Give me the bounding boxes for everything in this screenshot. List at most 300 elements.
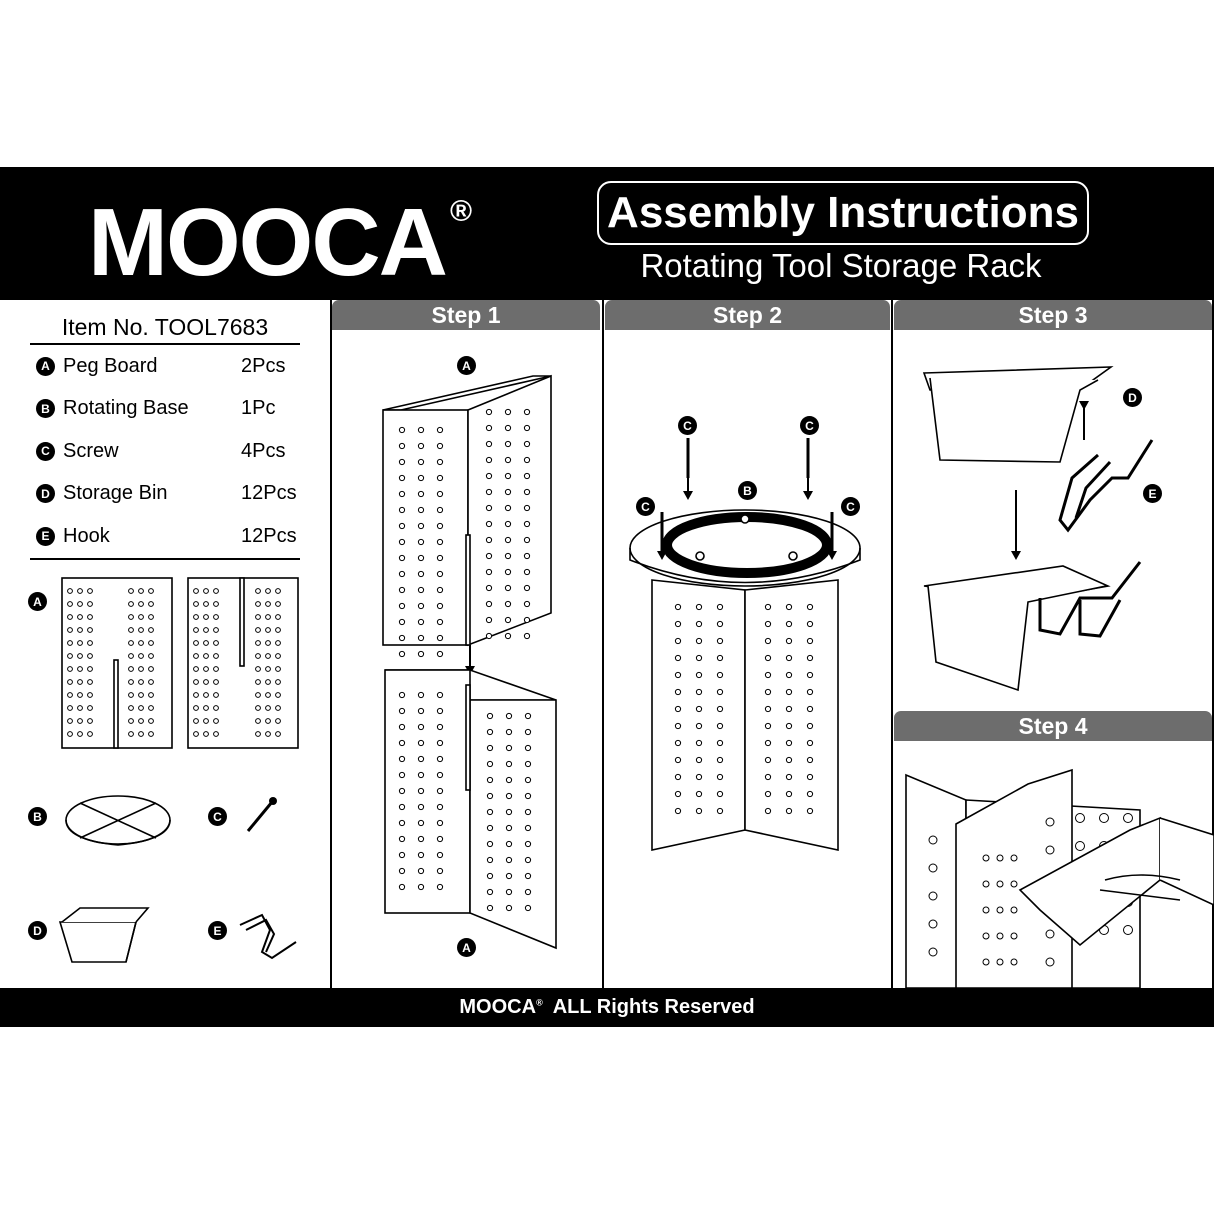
peg-hole bbox=[139, 732, 144, 737]
peg-hole bbox=[506, 825, 511, 830]
peg-hole bbox=[256, 693, 261, 698]
peg-hole bbox=[675, 723, 680, 728]
peg-hole bbox=[266, 680, 271, 685]
hook-icon bbox=[1060, 440, 1152, 530]
peg-hole bbox=[1046, 958, 1054, 966]
peg-hole bbox=[505, 585, 510, 590]
peg-hole bbox=[717, 774, 722, 779]
peg-hole bbox=[717, 808, 722, 813]
peg-hole bbox=[437, 804, 442, 809]
peg-hole bbox=[68, 667, 73, 672]
hand-icon bbox=[1160, 818, 1214, 905]
peg-hole bbox=[149, 654, 154, 659]
peg-hole bbox=[266, 732, 271, 737]
peg-hole bbox=[399, 459, 404, 464]
peg-hole bbox=[276, 628, 281, 633]
peg-hole bbox=[525, 809, 530, 814]
peg-hole bbox=[505, 409, 510, 414]
screw-hole bbox=[789, 552, 797, 560]
peg-hole bbox=[786, 604, 791, 609]
peg-hole bbox=[525, 729, 530, 734]
peg-hole bbox=[696, 757, 701, 762]
peg-hole bbox=[194, 589, 199, 594]
peg-hole bbox=[266, 706, 271, 711]
peg-hole bbox=[88, 706, 93, 711]
peg-hole bbox=[194, 641, 199, 646]
peg-hole bbox=[418, 852, 423, 857]
peg-hole bbox=[807, 706, 812, 711]
label-c-badge: C bbox=[208, 807, 227, 826]
step1-label-a-badge: A bbox=[457, 356, 476, 375]
peg-hole bbox=[765, 706, 770, 711]
peg-hole bbox=[437, 571, 442, 576]
peg-hole bbox=[399, 603, 404, 608]
peg-hole bbox=[276, 602, 281, 607]
peg-hole bbox=[525, 761, 530, 766]
arrow-icon bbox=[803, 491, 813, 500]
peg-hole bbox=[78, 693, 83, 698]
peg-hole bbox=[256, 628, 261, 633]
peg-hole bbox=[807, 808, 812, 813]
peg-board-front bbox=[385, 670, 470, 913]
step3-label-e-badge: E bbox=[1143, 484, 1162, 503]
peg-hole bbox=[266, 667, 271, 672]
peg-hole bbox=[256, 719, 261, 724]
peg-hole bbox=[149, 628, 154, 633]
page-title: Assembly Instructions bbox=[597, 181, 1089, 245]
peg-hole bbox=[129, 641, 134, 646]
peg-hole bbox=[129, 719, 134, 724]
peg-hole bbox=[276, 719, 281, 724]
peg-hole bbox=[675, 655, 680, 660]
peg-hole bbox=[418, 571, 423, 576]
peg-hole bbox=[437, 852, 442, 857]
peg-hole bbox=[214, 641, 219, 646]
screw-icon bbox=[248, 802, 272, 831]
peg-hole bbox=[68, 615, 73, 620]
peg-hole bbox=[68, 732, 73, 737]
peg-hole bbox=[437, 635, 442, 640]
peg-hole bbox=[256, 654, 261, 659]
peg-hole bbox=[399, 619, 404, 624]
peg-hole bbox=[696, 791, 701, 796]
step1-label-a-badge: A bbox=[457, 938, 476, 957]
arrow-icon bbox=[1079, 401, 1089, 410]
footer-registered-mark: ® bbox=[536, 997, 543, 1008]
peg-hole bbox=[204, 706, 209, 711]
peg-hole bbox=[214, 680, 219, 685]
peg-hole bbox=[78, 654, 83, 659]
peg-hole bbox=[437, 740, 442, 745]
peg-hole bbox=[68, 719, 73, 724]
peg-hole bbox=[399, 852, 404, 857]
peg-hole bbox=[214, 719, 219, 724]
peg-hole bbox=[765, 791, 770, 796]
peg-hole bbox=[675, 740, 680, 745]
peg-hole bbox=[194, 732, 199, 737]
peg-hole bbox=[256, 706, 261, 711]
part-name: Rotating Base bbox=[63, 397, 189, 420]
peg-hole bbox=[487, 745, 492, 750]
peg-hole bbox=[675, 621, 680, 626]
peg-hole bbox=[675, 791, 680, 796]
peg-hole bbox=[214, 602, 219, 607]
peg-hole bbox=[765, 672, 770, 677]
footer-logo bbox=[459, 996, 542, 1019]
peg-hole bbox=[505, 505, 510, 510]
peg-hole bbox=[418, 507, 423, 512]
peg-hole bbox=[418, 756, 423, 761]
peg-hole bbox=[256, 615, 261, 620]
peg-hole bbox=[807, 621, 812, 626]
peg-hole bbox=[256, 667, 261, 672]
peg-hole bbox=[266, 641, 271, 646]
peg-hole bbox=[486, 489, 491, 494]
peg-hole bbox=[194, 706, 199, 711]
peg-hole bbox=[487, 793, 492, 798]
peg-hole bbox=[1011, 881, 1017, 887]
peg-hole bbox=[399, 523, 404, 528]
peg-hole bbox=[88, 589, 93, 594]
peg-hole bbox=[139, 706, 144, 711]
peg-hole bbox=[997, 855, 1003, 861]
peg-hole bbox=[68, 680, 73, 685]
peg-hole bbox=[997, 881, 1003, 887]
peg-hole bbox=[675, 774, 680, 779]
item-number: Item No. TOOL7683 bbox=[61, 314, 269, 340]
peg-hole bbox=[524, 585, 529, 590]
peg-hole bbox=[399, 788, 404, 793]
peg-hole bbox=[487, 729, 492, 734]
peg-hole bbox=[696, 740, 701, 745]
part-name: Screw bbox=[63, 439, 119, 462]
peg-hole bbox=[437, 692, 442, 697]
peg-hole bbox=[506, 889, 511, 894]
peg-hole bbox=[525, 873, 530, 878]
peg-hole bbox=[68, 628, 73, 633]
peg-hole bbox=[418, 443, 423, 448]
arrow-icon bbox=[1011, 551, 1021, 560]
peg-hole bbox=[786, 791, 791, 796]
peg-hole bbox=[437, 836, 442, 841]
peg-hole bbox=[675, 706, 680, 711]
peg-hole bbox=[78, 641, 83, 646]
peg-hole bbox=[418, 619, 423, 624]
peg-hole bbox=[505, 537, 510, 542]
peg-hole bbox=[194, 615, 199, 620]
board-slot bbox=[466, 685, 470, 790]
screw-hole bbox=[741, 515, 749, 523]
step2-label-c-badge: C bbox=[636, 497, 655, 516]
peg-hole bbox=[129, 628, 134, 633]
peg-hole bbox=[486, 521, 491, 526]
step-2-header: Step 2 bbox=[605, 300, 890, 330]
peg-hole bbox=[399, 491, 404, 496]
peg-hole bbox=[88, 693, 93, 698]
peg-hole bbox=[88, 615, 93, 620]
footer-logo-text: MOOCA bbox=[459, 996, 537, 1018]
peg-hole bbox=[1046, 818, 1054, 826]
peg-hole bbox=[525, 793, 530, 798]
peg-hole bbox=[437, 884, 442, 889]
peg-hole bbox=[486, 601, 491, 606]
peg-hole bbox=[194, 667, 199, 672]
peg-hole bbox=[765, 723, 770, 728]
peg-hole bbox=[266, 615, 271, 620]
peg-hole bbox=[983, 959, 989, 965]
peg-hole bbox=[399, 443, 404, 448]
part-letter-badge: B bbox=[36, 399, 55, 418]
peg-hole bbox=[524, 489, 529, 494]
peg-hole bbox=[506, 793, 511, 798]
peg-hole bbox=[675, 638, 680, 643]
peg-hole bbox=[437, 459, 442, 464]
peg-hole bbox=[486, 569, 491, 574]
peg-hole bbox=[505, 601, 510, 606]
peg-hole bbox=[276, 680, 281, 685]
peg-hole bbox=[78, 732, 83, 737]
peg-hole bbox=[78, 667, 83, 672]
peg-hole bbox=[214, 654, 219, 659]
step2-label-c-badge: C bbox=[841, 497, 860, 516]
peg-hole bbox=[525, 889, 530, 894]
peg-hole bbox=[696, 723, 701, 728]
peg-hole bbox=[696, 672, 701, 677]
peg-hole bbox=[486, 585, 491, 590]
peg-hole bbox=[696, 689, 701, 694]
peg-hole bbox=[194, 719, 199, 724]
peg-hole bbox=[437, 820, 442, 825]
peg-hole bbox=[88, 719, 93, 724]
peg-hole bbox=[487, 841, 492, 846]
step-3-header: Step 3 bbox=[894, 300, 1212, 330]
hook-icon bbox=[240, 915, 296, 958]
peg-hole bbox=[204, 654, 209, 659]
peg-hole bbox=[78, 719, 83, 724]
peg-hole bbox=[675, 604, 680, 609]
peg-hole bbox=[525, 905, 530, 910]
peg-hole bbox=[486, 425, 491, 430]
peg-hole bbox=[78, 615, 83, 620]
peg-hole bbox=[149, 667, 154, 672]
peg-hole bbox=[1100, 814, 1109, 823]
peg-hole bbox=[129, 680, 134, 685]
hook-icon bbox=[1080, 600, 1120, 636]
part-name: Storage Bin bbox=[63, 482, 168, 505]
peg-hole bbox=[997, 907, 1003, 913]
peg-hole bbox=[418, 603, 423, 608]
step2-label-c-badge: C bbox=[800, 416, 819, 435]
peg-hole bbox=[524, 601, 529, 606]
peg-hole bbox=[437, 772, 442, 777]
peg-hole bbox=[399, 539, 404, 544]
registered-mark: ® bbox=[449, 195, 473, 228]
peg-hole bbox=[807, 774, 812, 779]
peg-hole bbox=[399, 635, 404, 640]
peg-hole bbox=[786, 689, 791, 694]
peg-hole bbox=[505, 521, 510, 526]
part-letter-badge: E bbox=[36, 527, 55, 546]
peg-hole bbox=[717, 757, 722, 762]
peg-hole bbox=[487, 857, 492, 862]
peg-hole bbox=[256, 680, 261, 685]
peg-hole bbox=[487, 889, 492, 894]
peg-hole bbox=[717, 740, 722, 745]
peg-hole bbox=[786, 655, 791, 660]
board-slot bbox=[466, 535, 470, 645]
peg-hole bbox=[399, 555, 404, 560]
peg-hole bbox=[418, 692, 423, 697]
peg-hole bbox=[1011, 959, 1017, 965]
peg-hole bbox=[765, 638, 770, 643]
peg-hole bbox=[437, 603, 442, 608]
peg-hole bbox=[88, 732, 93, 737]
peg-hole bbox=[486, 553, 491, 558]
step-4-header: Step 4 bbox=[894, 711, 1212, 741]
peg-hole bbox=[506, 745, 511, 750]
part-letter-badge: A bbox=[36, 357, 55, 376]
peg-hole bbox=[266, 693, 271, 698]
peg-hole bbox=[418, 836, 423, 841]
peg-hole bbox=[1076, 842, 1085, 851]
part-name: Peg Board bbox=[63, 354, 158, 377]
peg-hole bbox=[139, 680, 144, 685]
peg-hole bbox=[139, 641, 144, 646]
peg-hole bbox=[506, 729, 511, 734]
peg-hole bbox=[505, 457, 510, 462]
peg-hole bbox=[204, 732, 209, 737]
peg-hole bbox=[399, 772, 404, 777]
peg-hole bbox=[1011, 933, 1017, 939]
peg-hole bbox=[524, 569, 529, 574]
peg-hole bbox=[765, 689, 770, 694]
peg-hole bbox=[717, 723, 722, 728]
peg-hole bbox=[487, 873, 492, 878]
peg-hole bbox=[149, 589, 154, 594]
peg-hole bbox=[524, 521, 529, 526]
peg-hole bbox=[418, 820, 423, 825]
peg-hole bbox=[524, 457, 529, 462]
peg-hole bbox=[399, 740, 404, 745]
peg-hole bbox=[204, 667, 209, 672]
peg-hole bbox=[505, 633, 510, 638]
peg-hole bbox=[717, 621, 722, 626]
peg-hole bbox=[506, 713, 511, 718]
peg-hole bbox=[505, 569, 510, 574]
peg-hole bbox=[696, 638, 701, 643]
peg-hole bbox=[266, 719, 271, 724]
peg-hole bbox=[399, 756, 404, 761]
peg-hole bbox=[194, 628, 199, 633]
peg-hole bbox=[214, 732, 219, 737]
peg-hole bbox=[525, 745, 530, 750]
peg-hole bbox=[717, 791, 722, 796]
peg-hole bbox=[437, 491, 442, 496]
peg-hole bbox=[807, 689, 812, 694]
peg-hole bbox=[204, 602, 209, 607]
board-slot bbox=[240, 578, 244, 666]
peg-hole bbox=[437, 475, 442, 480]
peg-hole bbox=[786, 774, 791, 779]
peg-hole bbox=[696, 706, 701, 711]
peg-hole bbox=[418, 555, 423, 560]
peg-hole bbox=[675, 808, 680, 813]
peg-hole bbox=[418, 708, 423, 713]
peg-hole bbox=[266, 628, 271, 633]
peg-hole bbox=[399, 587, 404, 592]
peg-hole bbox=[139, 719, 144, 724]
peg-hole bbox=[983, 933, 989, 939]
peg-hole bbox=[505, 441, 510, 446]
part-quantity: 1Pc bbox=[241, 397, 276, 420]
peg-hole bbox=[418, 772, 423, 777]
peg-hole bbox=[437, 651, 442, 656]
peg-hole bbox=[276, 641, 281, 646]
peg-hole bbox=[204, 641, 209, 646]
peg-hole bbox=[139, 693, 144, 698]
peg-hole bbox=[78, 680, 83, 685]
peg-hole bbox=[765, 774, 770, 779]
peg-hole bbox=[525, 825, 530, 830]
peg-hole bbox=[139, 602, 144, 607]
peg-hole bbox=[807, 723, 812, 728]
peg-hole bbox=[696, 655, 701, 660]
peg-hole bbox=[525, 713, 530, 718]
peg-hole bbox=[786, 706, 791, 711]
peg-hole bbox=[807, 604, 812, 609]
part-letter-badge: C bbox=[36, 442, 55, 461]
peg-hole bbox=[266, 654, 271, 659]
peg-hole bbox=[696, 621, 701, 626]
peg-hole bbox=[696, 604, 701, 609]
peg-hole bbox=[505, 489, 510, 494]
peg-hole bbox=[418, 788, 423, 793]
peg-hole bbox=[505, 617, 510, 622]
peg-hole bbox=[256, 732, 261, 737]
peg-hole bbox=[129, 615, 134, 620]
peg-hole bbox=[204, 693, 209, 698]
peg-hole bbox=[437, 756, 442, 761]
step3-label-d-badge: D bbox=[1123, 388, 1142, 407]
peg-hole bbox=[88, 641, 93, 646]
peg-hole bbox=[506, 873, 511, 878]
peg-hole bbox=[418, 635, 423, 640]
peg-hole bbox=[717, 638, 722, 643]
peg-hole bbox=[929, 920, 937, 928]
peg-hole bbox=[1011, 907, 1017, 913]
peg-hole bbox=[983, 881, 989, 887]
peg-hole bbox=[983, 855, 989, 861]
peg-hole bbox=[276, 589, 281, 594]
peg-hole bbox=[524, 537, 529, 542]
part-name: Hook bbox=[63, 524, 110, 547]
peg-hole bbox=[399, 836, 404, 841]
peg-hole bbox=[418, 724, 423, 729]
screw-icon bbox=[269, 797, 277, 805]
peg-hole bbox=[418, 804, 423, 809]
peg-hole bbox=[418, 587, 423, 592]
peg-hole bbox=[276, 732, 281, 737]
peg-hole bbox=[418, 539, 423, 544]
peg-hole bbox=[487, 777, 492, 782]
peg-hole bbox=[929, 948, 937, 956]
peg-hole bbox=[78, 628, 83, 633]
peg-hole bbox=[399, 804, 404, 809]
peg-hole bbox=[1046, 846, 1054, 854]
peg-hole bbox=[437, 443, 442, 448]
peg-hole bbox=[1124, 926, 1133, 935]
step-1-header: Step 1 bbox=[332, 300, 600, 330]
